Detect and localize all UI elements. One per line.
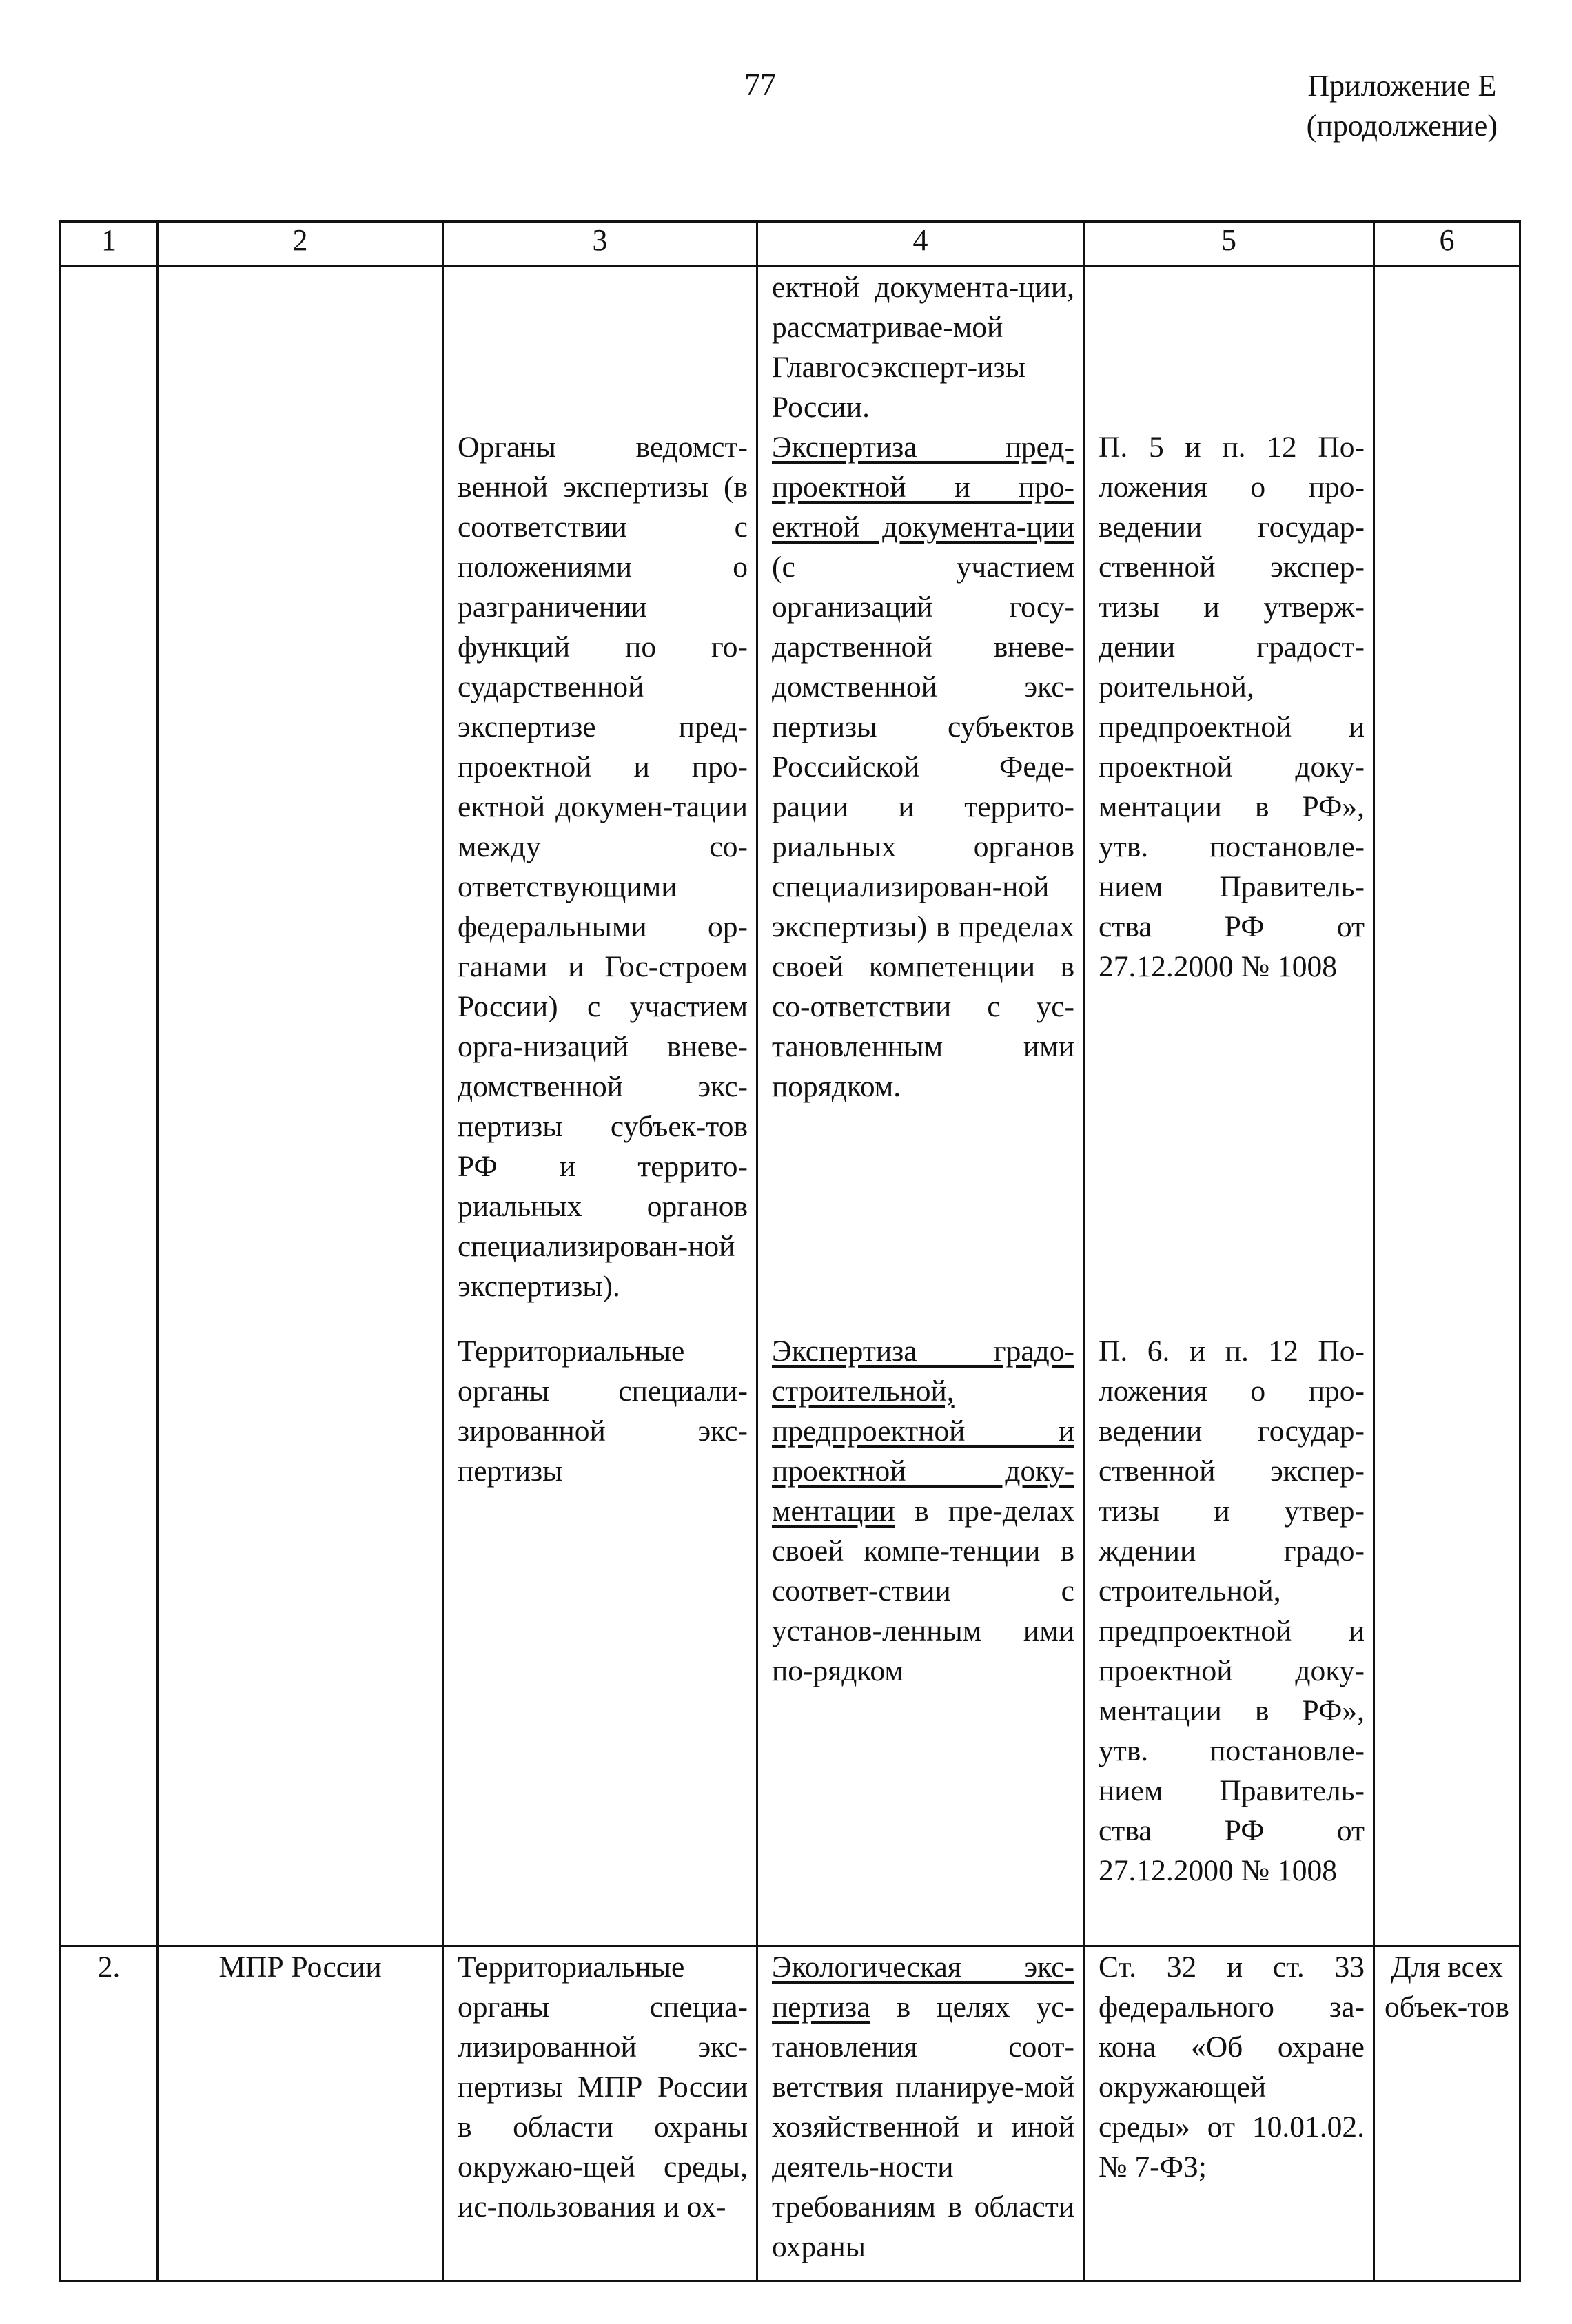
legal-basis-p6: П. 6. и п. 12 По-ложения о про-ведении государ-ственной экспер-тизы и утвер-ждении градо-строительной, предпроектной и проектной доку-ментации в РФ», утв. постановле-нием Правитель-ства РФ от 27.12.2000 № 1008 [1099, 1335, 1365, 1887]
cell-expertise-type [757, 1946, 1084, 2281]
expertise-urban-text: в пре-делах своей компе-тенции в соответ-ствии с установ-ленным ими по-рядком [772, 1494, 1074, 1687]
cell-objects [1374, 267, 1520, 1946]
regulation-table [59, 220, 1521, 2282]
expertise-ecological-text: в целях ус-тановления соот-ветствия планируе-мой хозяйственной и иной деятель-ности требованиям в области охраны [772, 1991, 1074, 2263]
expertise-urban-title: Экспертиза градо-строительной, предпроектной и проектной доку-ментации [772, 1335, 1074, 1528]
cell-number: 2. [61, 1946, 158, 2281]
expert-body-territorial: Территориальные органы специали-зированной экс-пертизы [458, 1335, 748, 1488]
header-cell: 2 [158, 222, 443, 267]
header-cell: 4 [757, 222, 1084, 267]
appendix-heading [1307, 66, 1498, 146]
expertise-continuation: ектной документа-ции, рассматривае-мой Главгосэксперт-изы России. [772, 271, 1074, 424]
expert-body-departmental: Органы ведомст-венной экспертизы (в соответствии с положениями о разграничении функций по го-сударственной экспертизе пред-проектной и про-ектной докумен-тации между со-ответствующими федеральными ор-ганами и Гос-строем России) с участием орга-низаций вневе-домственной экс-пертизы субъек-тов РФ и террито-риальных органов специализирован-ной экспертизы). [458, 431, 748, 1303]
header-cell: 6 [1374, 222, 1520, 267]
cell-expert-bodies [443, 267, 757, 1946]
cell-authority [158, 267, 443, 1946]
expertise-preproject [758, 427, 1083, 1331]
cell-legal-basis [1084, 267, 1374, 1946]
header-cell: 1 [61, 222, 158, 267]
appendix-subtitle: (продолжение) [1306, 109, 1498, 143]
expertise-preproject-text: (с участием организаций госу-дарственной вневе-домственной экс-пертизы субъектов Российской Феде-рации и террито-риальных органов специализирован-ной экспертизы) в пределах своей компетенции в со-ответствии с ус-тановленным ими порядком. [772, 551, 1074, 1103]
header-row [61, 222, 1520, 267]
cell-objects: Для всех объек-тов [1374, 1946, 1520, 2281]
cell-number [61, 267, 158, 1946]
header-cell: 5 [1084, 222, 1374, 267]
expertise-ecological-title: Экологическая экс-пертиза [772, 1951, 1074, 2024]
cell-expert-bodies: Территориальные органы специа-лизированной экс-пертизы МПР России в области охраны окружаю-щей среды, ис-пользования и ох- [443, 1946, 757, 2281]
cell-expertise-type [757, 267, 1084, 1946]
cell-legal-basis: Ст. 32 и ст. 33 федерального за-кона «Об охране окружающей среды» от 10.01.02. № 7-ФЗ; [1084, 1946, 1374, 2281]
expertise-urban [758, 1331, 1083, 1691]
page-number: 77 [744, 67, 776, 102]
cell-authority: МПР России [158, 1946, 443, 2281]
legal-basis-p5: П. 5 и п. 12 По-ложения о про-ведении государ-ственной экспер-тизы и утверж-дении градост-роительной, предпроектной и проектной доку-ментации в РФ», утв. постановле-нием Правитель-ства РФ от 27.12.2000 № 1008 [1099, 431, 1365, 983]
table-row [61, 267, 1520, 1946]
appendix-title: Приложение Е [1307, 69, 1497, 103]
expertise-preproject-title: Экспертиза пред-проектной и про-ектной документа-ции [772, 431, 1074, 544]
header-cell: 3 [443, 222, 757, 267]
table-row [61, 1946, 1520, 2281]
